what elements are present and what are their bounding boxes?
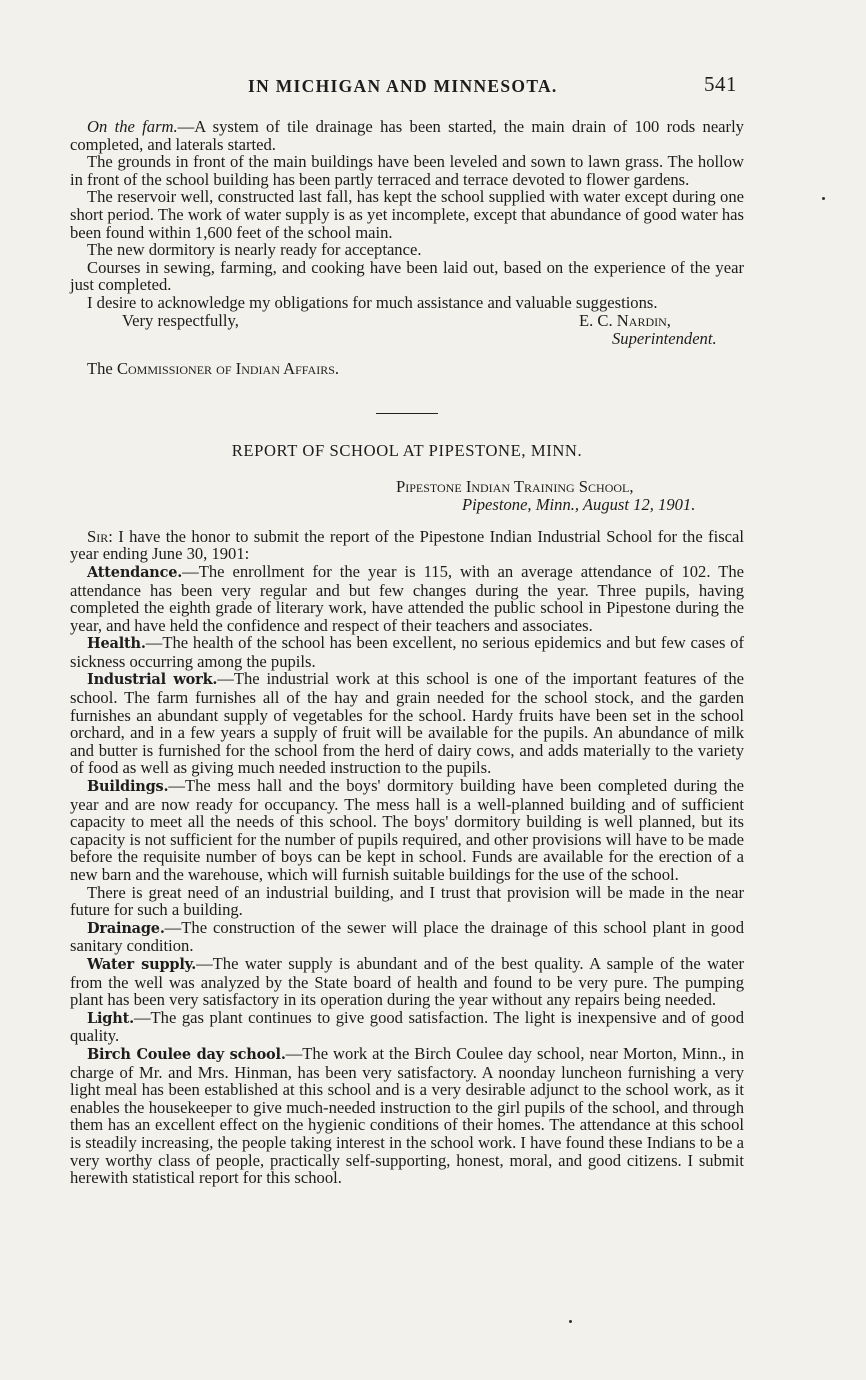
page-header <box>0 72 866 102</box>
scan-speck <box>822 197 825 200</box>
paragraph-dormitory: The new dormitory is nearly ready for acceptance. <box>87 240 422 260</box>
section-buildings <box>70 777 744 884</box>
paragraph-farm <box>70 118 744 153</box>
running-head: IN MICHIGAN AND MINNESOTA. <box>248 76 558 96</box>
section-water-supply <box>70 955 744 1009</box>
dateline-school: Pipestone Indian Training School, <box>396 476 634 496</box>
section-heading: Water supply. <box>87 955 197 973</box>
signature-block <box>70 312 744 348</box>
section-heading: Health. <box>87 635 146 653</box>
report-title: REPORT OF SCHOOL AT PIPESTONE, MINN. <box>231 441 583 461</box>
dateline-place: Pipestone, Minn., August 12, 1901. <box>462 494 696 514</box>
paragraph-acknowledgment: I desire to acknowledge my obligations for much assistance and valuable suggestions. <box>87 292 658 312</box>
paragraph-reservoir: The reservoir well, constructed last fall, has kept the school supplied with water except during one short period. The work of water supply is as yet incomplete, except that abundance of good water has been found within 1,600 feet of the school main. <box>70 187 744 242</box>
salutation: Sir: <box>87 526 113 546</box>
section-text: —The construction of the sewer will place the drainage of this school plant in good sanitary condition. <box>70 917 744 956</box>
section-text: —The gas plant continues to give good satisfaction. The light is inexpensive and of good quality. <box>70 1007 744 1046</box>
dateline <box>70 478 744 514</box>
section-birch-coulee <box>70 1045 744 1187</box>
section-heading: Light. <box>87 1009 134 1027</box>
scan-speck <box>569 1320 572 1323</box>
section-text: There is great need of an industrial building, and I trust that provision will be made in the near future for such a building. <box>70 882 744 920</box>
section-text: —The enrollment for the year is 115, with an average attendance of 102. The attendance has been very regular and but few changes during the year. Three pupils, having completed the eighth grade of literary work, have attended the public school in Pipestone during the year, and have held the confidence and respect of their teachers and associates. <box>70 561 744 635</box>
paragraph-courses: Courses in sewing, farming, and cooking have been laid out, based on the experience of the year just completed. <box>70 257 744 295</box>
section-health <box>70 634 744 670</box>
addressee-name: Commissioner of Indian Affairs. <box>116 358 340 378</box>
farm-text: —A system of tile drainage has been started, the main drain of 100 rods nearly completed, and laterals started. <box>70 117 744 154</box>
section-text: —The industrial work at this school is one of the important features of the school. The farm furnishes all of the hay and grain needed for the school stock, and the garden furnishes an abundant supply of vegetables for the school. Hardy fruits have been set in the school orchard, and in a few years a supply of fruit will be available for the pupils. An abundance of milk and butter is furnished for the school from the herd of dairy cows, and adds materially to the variety of food as well as giving much needed instruction to the pupils. <box>70 669 744 778</box>
addressee <box>87 360 744 378</box>
section-heading: Birch Coulee day school. <box>87 1045 286 1063</box>
section-heading: Drainage. <box>87 919 165 937</box>
section-text: —The water supply is abundant and of the best quality. A sample of the water from the well was analyzed by the State board of health and found to be very pure. The pumping plant has been very satisfactory in its operation during the year without any repairs being needed. <box>70 953 745 1010</box>
intro-text: I have the honor to submit the report of the Pipestone Indian Industrial School for the fiscal year ending June 30, 1901: <box>70 526 744 564</box>
section-industrial-building <box>70 884 744 919</box>
closing: Very respectfully, <box>122 310 239 330</box>
signatory-name: E. C. Nardin, <box>579 310 671 330</box>
section-text: —The work at the Birch Coulee day school, near Morton, Minn., in charge of Mr. and Mrs. Hinman, has been very satisfactory. A noonday luncheon furnishing a very light meal has been established at this school and is a very desirable adjunct to the school work, as it enables the housekeeper to give much-needed instruction to the girl pupils of the school, and through them has an excellent effect on the hygienic conditions of their homes. The attendance at this school is steadily increasing, the people taking interest in the school work. I have found these Indians to be a very worthy class of people, practically self-supporting, honest, moral, and good citizens. I submit herewith statistical report for this school. <box>70 1043 744 1188</box>
section-industrial-work <box>70 670 744 777</box>
signatory-title: Superintendent. <box>612 328 717 348</box>
section-light <box>70 1009 744 1045</box>
section-text: —The health of the school has been excellent, no serious epidemics and but few cases of sickness occurring among the pupils. <box>70 633 744 671</box>
section-divider <box>376 413 438 414</box>
section-heading: Attendance. <box>87 563 183 581</box>
section-drainage <box>70 919 744 955</box>
farm-label: On the farm. <box>87 117 178 136</box>
body-text <box>70 118 744 1187</box>
paragraph-grounds: The grounds in front of the main buildings have been leveled and sown to lawn grass. The hollow in front of the school building has been partly terraced and terrace devoted to flower gardens. <box>70 152 744 189</box>
salutation-paragraph <box>70 528 744 563</box>
section-attendance <box>70 563 744 634</box>
section-heading: Buildings. <box>87 778 169 796</box>
section-heading: Industrial work. <box>87 671 218 689</box>
section-text: —The mess hall and the boys' dormitory building have been completed during the year and are now ready for occupancy. The mess hall is a well-planned building and of sufficient capacity to meet all the needs of this school. The boys' dormitory building is well planned, but its capacity is not sufficient for the number of pupils required, and other provisions will have to be made before the requisite number of boys can be kept in school. Funds are available for the erection of a new barn and the warehouse, which will furnish suitable buildings for the use of the school. <box>70 776 744 884</box>
addressee-prefix: The <box>87 358 117 378</box>
page-number: 541 <box>704 72 737 96</box>
